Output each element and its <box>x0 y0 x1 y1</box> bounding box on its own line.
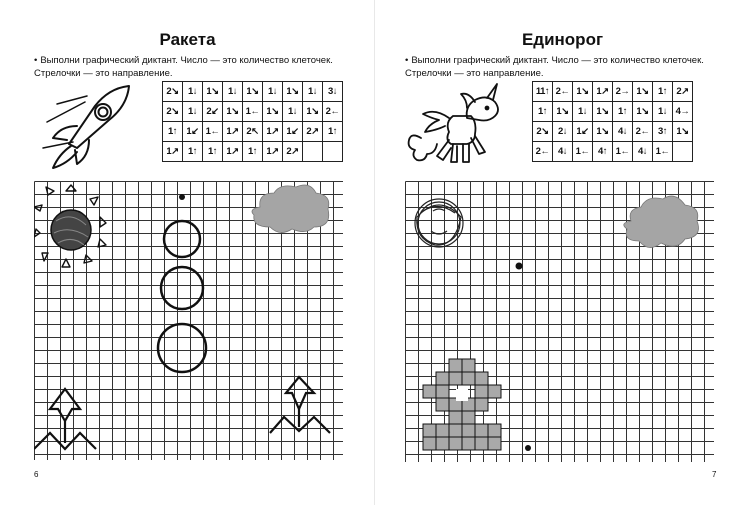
dictation-cell: 1← <box>243 102 263 122</box>
dictation-cell: 1↓ <box>573 102 593 122</box>
dictation-cell: 1↑ <box>163 122 183 142</box>
dictation-cell: 4↑ <box>593 142 613 162</box>
dictation-cell: 1↓ <box>183 102 203 122</box>
dictation-cell: 1↘ <box>263 102 283 122</box>
start-dot <box>179 194 185 200</box>
dictation-cell: 1↓ <box>653 102 673 122</box>
dictation-cell: 1← <box>653 142 673 162</box>
dictation-cell: 1↓ <box>223 82 243 102</box>
dictation-cell: 1↘ <box>243 82 263 102</box>
cloud-icon <box>624 196 699 247</box>
dictation-cell: 2↓ <box>553 122 573 142</box>
dictation-cell: 2↘ <box>163 82 183 102</box>
dictation-cell: 1↑ <box>243 142 263 162</box>
dictation-cell: 3↑ <box>653 122 673 142</box>
dictation-cell: 1↗ <box>593 82 613 102</box>
dictation-cell: 1↑ <box>183 142 203 162</box>
instruction <box>405 54 735 80</box>
cloud-icon <box>252 185 329 233</box>
page-title: Ракета <box>159 30 216 49</box>
dictation-cell: 1↘ <box>593 102 613 122</box>
dictation-cell: 1↘ <box>303 102 323 122</box>
dictation-cell: 2↙ <box>203 102 223 122</box>
dictation-cell: 4→ <box>673 102 693 122</box>
page-number: 7 <box>712 470 717 479</box>
dictation-cell: 11↑ <box>533 82 553 102</box>
dictation-table <box>162 81 343 162</box>
dictation-cell: 1↘ <box>283 82 303 102</box>
dictation-cell: 2← <box>533 142 553 162</box>
dictation-cell: 1↓ <box>283 102 303 122</box>
dictation-cell: 1↘ <box>633 82 653 102</box>
instruction-bullet: • <box>405 55 409 66</box>
unicorn-icon <box>405 82 505 174</box>
dictation-cell <box>323 142 343 162</box>
circle-shape <box>158 324 206 372</box>
dictation-cell: 1← <box>203 122 223 142</box>
rocket-icon <box>37 82 137 172</box>
dictation-cell: 1↙ <box>283 122 303 142</box>
dictation-cell: 2↖ <box>243 122 263 142</box>
dictation-cell: 1↓ <box>263 82 283 102</box>
dictation-cell: 2→ <box>613 82 633 102</box>
dictation-cell: 1↘ <box>593 122 613 142</box>
moon-icon <box>415 199 463 247</box>
dictation-cell: 1↘ <box>633 102 653 122</box>
dictation-cell: 3↓ <box>323 82 343 102</box>
dictation-cell: 1↙ <box>183 122 203 142</box>
dictation-cell: 1↓ <box>183 82 203 102</box>
dictation-cell: 1↘ <box>203 82 223 102</box>
instruction-bullet: • <box>34 55 38 66</box>
dictation-cell: 1↗ <box>223 142 243 162</box>
dictation-table <box>532 81 693 162</box>
dictation-cell: 1↙ <box>573 122 593 142</box>
dictation-cell: 1↗ <box>163 142 183 162</box>
start-dot <box>525 445 531 451</box>
dictation-cell: 2← <box>633 122 653 142</box>
filled-figure <box>423 359 501 450</box>
circle-shape <box>161 267 203 309</box>
drawing-grid <box>405 181 715 463</box>
dictation-cell: 1↓ <box>303 82 323 102</box>
circle-shape <box>164 221 200 257</box>
instruction-text: Выполни графический диктант. Число — это количество клеточек. Стрелочки — это направление. <box>405 55 704 79</box>
dictation-cell: 2← <box>323 102 343 122</box>
dictation-cell: 2↗ <box>673 82 693 102</box>
drawing-grid <box>34 181 344 461</box>
dictation-cell: 2↘ <box>163 102 183 122</box>
dictation-cell: 1↘ <box>223 102 243 122</box>
dictation-cell: 1↑ <box>653 82 673 102</box>
dictation-cell: 1↑ <box>203 142 223 162</box>
dictation-cell: 1↑ <box>323 122 343 142</box>
arrow-figure <box>270 377 330 433</box>
right-page <box>375 0 750 505</box>
dictation-cell: 2↗ <box>283 142 303 162</box>
dictation-cell: 4↓ <box>553 142 573 162</box>
dictation-cell <box>303 142 323 162</box>
dictation-cell: 2↘ <box>533 122 553 142</box>
dictation-cell: 2← <box>553 82 573 102</box>
dictation-cell <box>673 142 693 162</box>
dictation-cell: 1↘ <box>573 82 593 102</box>
instruction-text: Выполни графический диктант. Число — это количество клеточек. Стрелочки — это направление. <box>34 55 333 79</box>
dictation-cell: 2↗ <box>303 122 323 142</box>
page-number: 6 <box>34 470 39 479</box>
sun-icon <box>34 185 106 267</box>
dictation-cell: 1↗ <box>263 122 283 142</box>
page-title: Единорог <box>521 30 604 49</box>
dictation-cell: 1↘ <box>673 122 693 142</box>
dictation-cell: 1↗ <box>223 122 243 142</box>
dictation-cell: 1← <box>573 142 593 162</box>
dictation-cell: 1↑ <box>533 102 553 122</box>
dictation-cell: 4↓ <box>633 142 653 162</box>
instruction <box>34 54 364 80</box>
dictation-cell: 4↓ <box>613 122 633 142</box>
dictation-cell: 1↘ <box>553 102 573 122</box>
dictation-cell: 1↑ <box>613 102 633 122</box>
dictation-cell: 1← <box>613 142 633 162</box>
dictation-cell: 1↗ <box>263 142 283 162</box>
start-dot <box>516 263 523 270</box>
